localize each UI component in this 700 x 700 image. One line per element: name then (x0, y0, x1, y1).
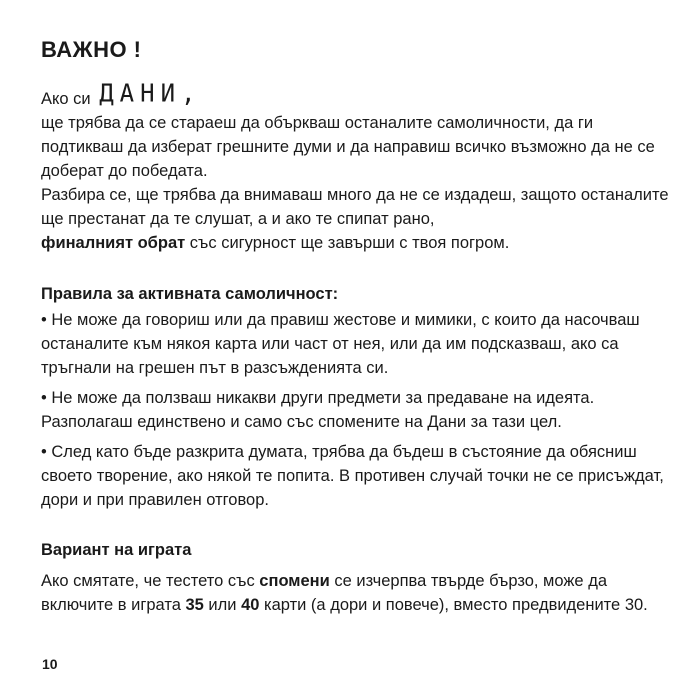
intro-paragraph (41, 78, 671, 255)
intro-line-1: ще трябва да се стараеш да объркваш останалите самоличности, да ги подтикваш да изберат грешните думи и да направиш всичко възможно да не се доберат до победата. (41, 114, 655, 180)
variant-text-1: Ако смятате, че тестето със (41, 572, 260, 590)
intro-line-2: Разбира се, ще трябва да внимаваш много да не се издадеш, защото останалите ще престанат да те слушат, а и ако те спипат рано, (41, 186, 669, 228)
rule-item-1: • Не може да говориш или да правиш жестове и мимики, с които да насочваш останалите към някоя карта или част от нея, или да им подсказваш, ако са тръгнали на грешен път в разсъжденията си. (41, 311, 640, 377)
variant-paragraph (41, 569, 671, 617)
intro-lead: Ако си (41, 90, 91, 108)
rule-item-3: • След като бъде разкрита думата, трябва да бъдеш в състояние да обясниш своето творение, ако някой те попита. В противен случай точки не се присъждат, дори и при правилен отговор. (41, 443, 664, 509)
page-heading: ВАЖНО ! (41, 37, 142, 62)
variant-bold-40: 40 (241, 596, 260, 614)
document-page (41, 36, 671, 617)
variant-text-3: или (203, 596, 242, 614)
rule-item-2: • Не може да ползваш никакви други предмети за предаване на идеята. Разполагаш единствено и само със спомените на Дани за тази цел. (41, 389, 595, 431)
variant-text-4: карти (а дори и повече), вместо предвидените 30. (259, 596, 648, 614)
variant-bold-35: 35 (185, 596, 204, 614)
page-number: 10 (42, 656, 58, 672)
variant-text-2: се изчерпва твърде бързо, може да включите в играта (41, 572, 607, 614)
rules-title: Правила за активната самоличност: (41, 285, 339, 303)
variant-bold-memories: спомени (259, 572, 330, 590)
intro-bold-phrase: финалният обрат (41, 234, 186, 252)
intro-line-3: със сигурност ще завърши с твоя погром. (185, 234, 510, 252)
variant-title: Вариант на играта (41, 541, 192, 559)
handwritten-name: ДАНИ, (99, 78, 202, 108)
